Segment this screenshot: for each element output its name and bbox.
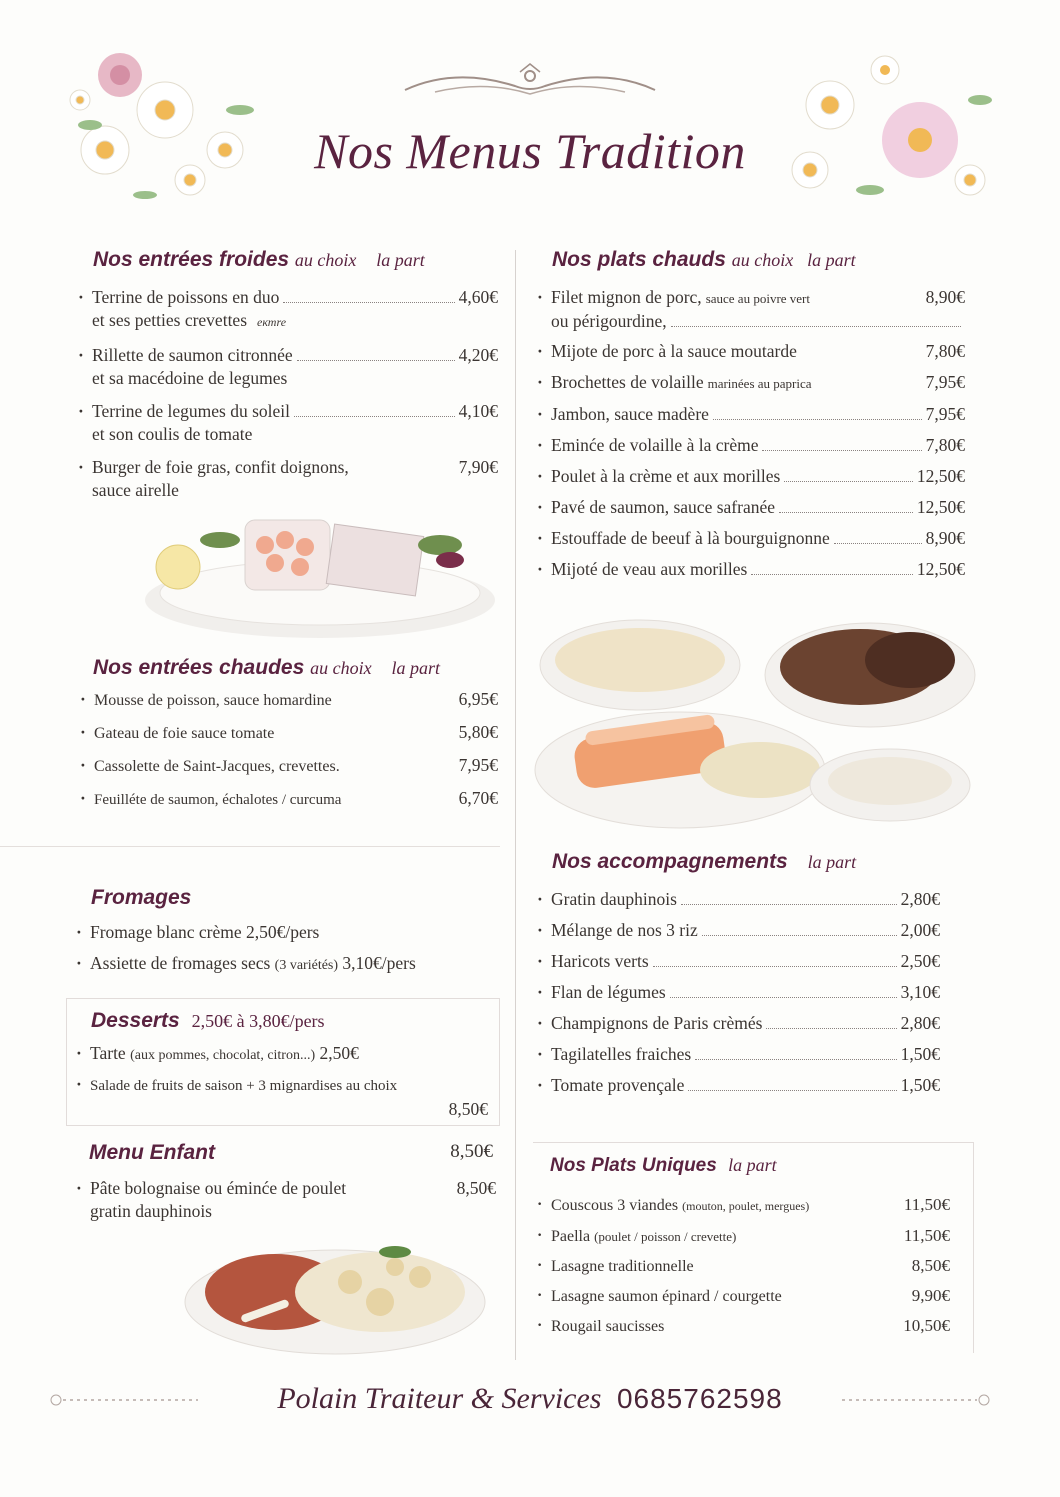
item-description: gratin dauphinois bbox=[90, 1201, 212, 1221]
item-price: 6,95€ bbox=[458, 689, 498, 709]
entrees-chaudes-heading: Nos entrées chaudes bbox=[93, 656, 305, 679]
menu-enfant-price: 8,50€ bbox=[450, 1141, 493, 1162]
item-price: 7,90€ bbox=[458, 457, 498, 477]
item-name: · Tomate provençale bbox=[551, 1075, 685, 1095]
item-name: · Pavé de saumon, sauce safranée bbox=[551, 497, 775, 517]
item-price: 7,80€ bbox=[925, 435, 965, 455]
item-name: · Paella bbox=[551, 1228, 591, 1245]
menu-enfant-heading: Menu Enfant bbox=[89, 1141, 215, 1164]
kids-plate-photo bbox=[180, 1222, 490, 1357]
list-item bbox=[535, 1284, 950, 1308]
list-item bbox=[535, 1043, 940, 1066]
list-item bbox=[535, 286, 965, 333]
item-price: 11,50€ bbox=[903, 1195, 950, 1214]
list-item bbox=[535, 434, 965, 457]
section-divider bbox=[0, 846, 500, 847]
plats-chauds-title bbox=[552, 248, 856, 272]
fromages-title: Fromages bbox=[91, 886, 192, 909]
list-item bbox=[76, 344, 498, 390]
item-price: 6,70€ bbox=[458, 788, 498, 808]
item-name: Assiette de fromages secs bbox=[90, 953, 271, 973]
list-item bbox=[535, 950, 940, 973]
footer bbox=[0, 1382, 1060, 1416]
item-name: · Mélange de nos 3 riz bbox=[551, 920, 698, 940]
item-name: · Flan de légumes bbox=[551, 982, 666, 1002]
item-name: Tarte bbox=[90, 1043, 126, 1063]
item-name: · Terrine de poissons en duo bbox=[92, 287, 280, 307]
item-note: (poulet / poisson / crevette) bbox=[594, 1229, 737, 1244]
list-item bbox=[535, 981, 940, 1004]
item-description: et ses petties crevettes bbox=[92, 310, 248, 330]
item-price: 4,60€ bbox=[458, 287, 498, 307]
item-price: 9,90€ bbox=[911, 1286, 950, 1305]
item-description: et son coulis de tomate bbox=[92, 424, 253, 444]
accompagnements-heading: Nos accompagnements bbox=[552, 850, 788, 873]
entrees-chaudes-title bbox=[93, 656, 440, 680]
item-description: ou périgourdine, bbox=[551, 311, 667, 331]
item-price: 12,50€ bbox=[916, 466, 965, 486]
list-item bbox=[535, 340, 965, 363]
list-item bbox=[535, 1224, 950, 1248]
list-item bbox=[74, 1042, 494, 1067]
item-price: 2,80€ bbox=[900, 889, 940, 909]
item-name: · Poulet à la crème et aux morilles bbox=[551, 466, 781, 486]
entrees-froides-list bbox=[76, 286, 498, 502]
item-name: · Burger de foie gras, confit doignons, bbox=[92, 457, 349, 477]
item-name: · Rillette de saumon citronnée bbox=[92, 345, 293, 365]
item-name: · Tagilatelles fraiches bbox=[551, 1044, 692, 1064]
list-item bbox=[74, 1073, 494, 1121]
item-name: · Pâte bolognaise ou éminće de poulet bbox=[90, 1178, 347, 1198]
menu-enfant-title bbox=[89, 1141, 497, 1165]
list-item bbox=[78, 688, 498, 712]
item-price: 3,10€ bbox=[900, 982, 940, 1002]
item-price: 1,50€ bbox=[900, 1044, 940, 1064]
column-divider bbox=[515, 250, 516, 1360]
item-name: · Estouffade de beeuf à là bourguignonne bbox=[551, 528, 830, 548]
la-part-label: la part bbox=[376, 250, 425, 270]
item-note: marinées au paprica bbox=[707, 376, 812, 391]
au-choix-label: au choix bbox=[294, 250, 357, 270]
item-name: Salade de fruits de saison + 3 mignardises au choix bbox=[90, 1078, 398, 1094]
list-item bbox=[535, 888, 940, 911]
item-price: 8,50€ bbox=[456, 1178, 496, 1198]
list-item bbox=[78, 721, 498, 745]
list-item bbox=[76, 456, 498, 502]
item-price: 5,80€ bbox=[458, 722, 498, 742]
item-name: · Mijote de porc à la sauce moutarde bbox=[551, 341, 797, 361]
desserts-title bbox=[91, 1009, 325, 1033]
list-item bbox=[535, 919, 940, 942]
la-part-label: la part bbox=[807, 852, 857, 872]
item-name: · Jambon, sauce madère bbox=[551, 404, 709, 424]
item-price: 8,90€ bbox=[925, 287, 965, 307]
desserts-price-range: 2,50€ à 3,80€/pers bbox=[191, 1011, 325, 1031]
item-price: 8,90€ bbox=[925, 528, 965, 548]
main-dishes-photo bbox=[530, 605, 980, 835]
item-name: · Lasagne traditionnelle bbox=[551, 1258, 694, 1275]
list-item bbox=[535, 371, 965, 395]
item-name: · Gateau de foie sauce tomate bbox=[94, 725, 275, 742]
accompagnements-title bbox=[552, 850, 856, 874]
entrees-froides-title bbox=[93, 248, 425, 272]
list-item bbox=[535, 1074, 940, 1097]
item-name: · Mousse de poisson, sauce homardine bbox=[94, 692, 332, 709]
item-name: · Brochettes de volaille bbox=[551, 372, 704, 392]
footer-phone: 0685762598 bbox=[616, 1383, 783, 1414]
item-note: (aux pommes, chocolat, citron...) bbox=[130, 1048, 316, 1063]
list-item bbox=[535, 1314, 950, 1338]
item-price: 12,50€ bbox=[916, 497, 965, 517]
list-item bbox=[535, 1193, 950, 1218]
starter-plate-photo bbox=[140, 505, 500, 645]
item-price: 7,95€ bbox=[925, 372, 965, 392]
au-choix-label: au choix bbox=[731, 250, 794, 270]
list-item bbox=[76, 286, 498, 334]
plats-uniques-title bbox=[550, 1155, 777, 1177]
item-description: sauce airelle bbox=[92, 480, 179, 500]
item-price: 4,10€ bbox=[458, 401, 498, 421]
accompagnements-list bbox=[535, 888, 940, 1097]
item-name: · Rougail saucisses bbox=[551, 1318, 665, 1335]
item-name: · Gratin dauphinois bbox=[551, 889, 677, 909]
plats-chauds-list bbox=[535, 286, 965, 581]
item-name: · Haricots verts bbox=[551, 951, 649, 971]
item-name: · Cassolette de Saint-Jacques, crevettes. bbox=[94, 758, 340, 775]
item-price: 1,50€ bbox=[900, 1075, 940, 1095]
item-name: · Champignons de Paris crèmés bbox=[551, 1013, 763, 1033]
entrees-chaudes-list bbox=[78, 688, 498, 812]
menu-enfant-list bbox=[74, 1177, 496, 1223]
item-price: 8,50€ bbox=[911, 1256, 950, 1275]
item-name: Fromage blanc crème 2,50€/pers bbox=[90, 922, 320, 942]
item-note: ектre bbox=[257, 315, 287, 329]
header-ornament bbox=[395, 62, 665, 102]
item-note: (mouton, poulet, mergues) bbox=[682, 1199, 810, 1213]
page-title: Nos Menus Tradition bbox=[314, 123, 746, 179]
list-item bbox=[535, 527, 965, 550]
item-name: · Terrine de legumes du soleil bbox=[92, 401, 291, 421]
list-item bbox=[78, 787, 498, 812]
item-description: et sa macédoine de legumes bbox=[92, 368, 288, 388]
item-price: 7,95€ bbox=[458, 755, 498, 775]
list-item bbox=[78, 754, 498, 778]
item-name: · Feuilléte de saumon, échalotes / curcuma bbox=[94, 792, 342, 808]
list-item bbox=[535, 1012, 940, 1035]
la-part-label: la part bbox=[391, 658, 440, 678]
item-name: · Mijoté de veau aux morilles bbox=[551, 559, 748, 579]
desserts-heading: Desserts bbox=[91, 1009, 180, 1032]
item-name: · Eminće de volaille à la crème bbox=[551, 435, 759, 455]
item-price: 8,50€ bbox=[448, 1099, 488, 1119]
list-item bbox=[535, 465, 965, 488]
list-item bbox=[74, 1177, 496, 1223]
la-part-label: la part bbox=[728, 1155, 777, 1175]
item-price: 3,10€/pers bbox=[342, 953, 416, 973]
item-note: sauce au poivre vert bbox=[705, 291, 810, 306]
plats-chauds-heading: Nos plats chauds bbox=[552, 248, 726, 271]
item-name: · Lasagne saumon épinard / courgette bbox=[551, 1288, 782, 1305]
list-item bbox=[74, 921, 514, 944]
item-price: 2,50€ bbox=[319, 1043, 359, 1063]
desserts-list bbox=[74, 1042, 494, 1121]
item-price: 2,80€ bbox=[900, 1013, 940, 1033]
item-price: 4,20€ bbox=[458, 345, 498, 365]
item-name: · Filet mignon de porc, bbox=[551, 287, 702, 307]
list-item bbox=[76, 400, 498, 446]
item-price: 2,00€ bbox=[900, 920, 940, 940]
item-name: · Couscous 3 viandes bbox=[551, 1197, 679, 1214]
item-price: 7,80€ bbox=[925, 341, 965, 361]
list-item bbox=[535, 1254, 950, 1278]
list-item bbox=[74, 952, 514, 977]
item-price: 7,95€ bbox=[925, 404, 965, 424]
list-item bbox=[535, 558, 965, 581]
item-price: 10,50€ bbox=[903, 1316, 950, 1335]
item-price: 11,50€ bbox=[903, 1226, 950, 1245]
item-price: 12,50€ bbox=[916, 559, 965, 579]
plats-uniques-list bbox=[535, 1193, 950, 1338]
list-item bbox=[535, 403, 965, 426]
item-note: (3 variétés) bbox=[274, 958, 339, 973]
au-choix-label: au choix bbox=[310, 658, 372, 678]
item-price: 2,50€ bbox=[900, 951, 940, 971]
footer-brand: Polain Traiteur & Services bbox=[277, 1382, 602, 1415]
fromages-list bbox=[74, 921, 514, 977]
plats-uniques-heading: Nos Plats Uniques bbox=[550, 1155, 717, 1176]
la-part-label: la part bbox=[807, 250, 856, 270]
entrees-froides-heading: Nos entrées froides bbox=[93, 248, 290, 271]
list-item bbox=[535, 496, 965, 519]
